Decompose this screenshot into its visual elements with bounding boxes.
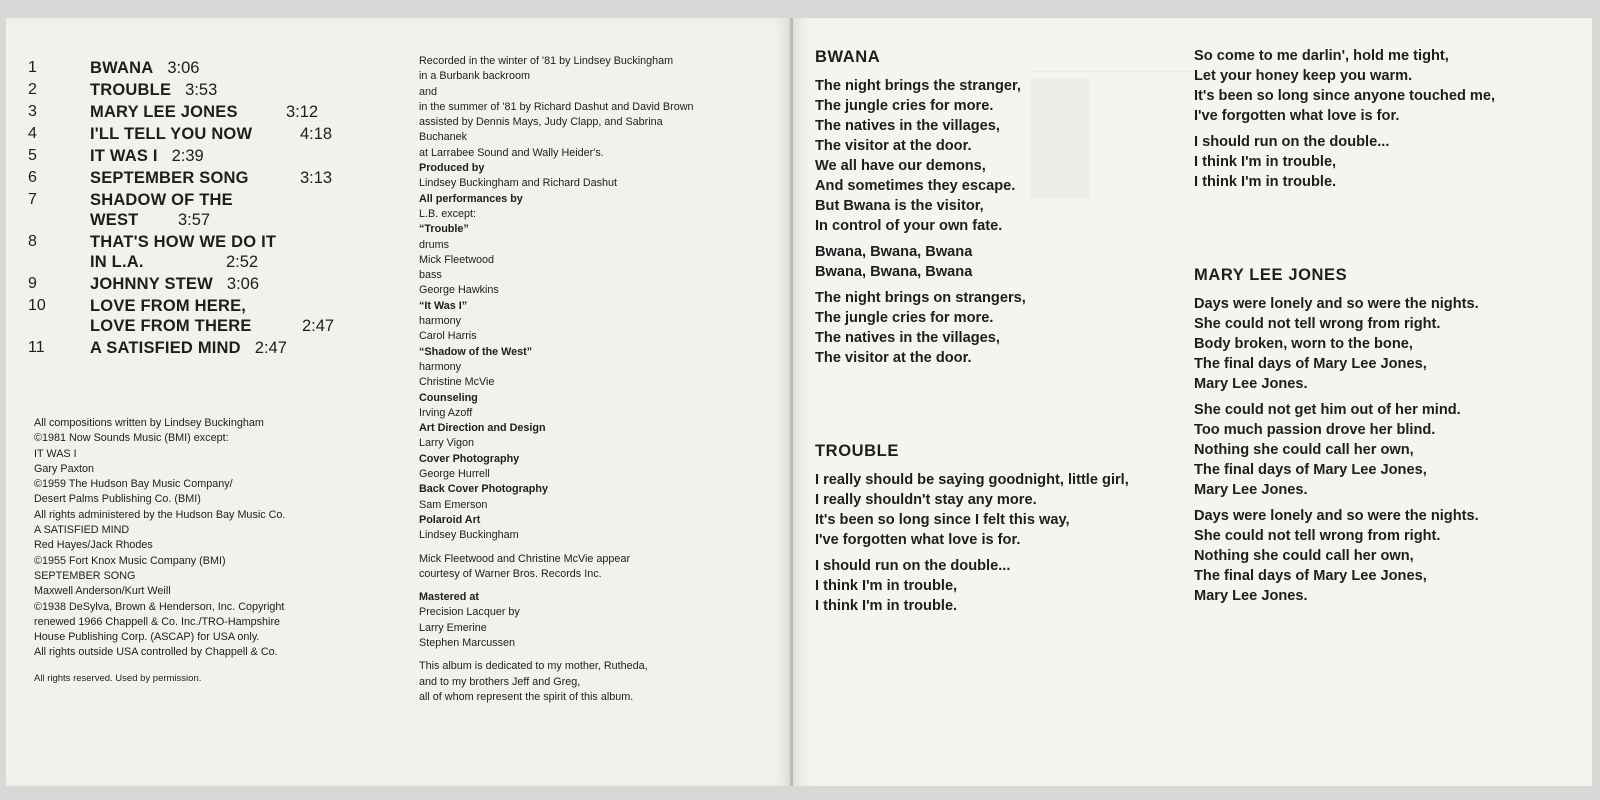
track-duration: 3:06 [226, 275, 260, 293]
track-title: MARY LEE JONES [90, 103, 238, 121]
credit-line: Christine McVie [419, 376, 495, 389]
track-duration: 2:47 [254, 339, 287, 357]
track-duration: 3:57 [178, 211, 211, 229]
lyric-line: The night brings the stranger, [815, 78, 1021, 94]
lyric-line: And sometimes they escape. [815, 178, 1016, 194]
lyric-line: The natives in the villages, [815, 330, 1000, 346]
lyric-line: The jungle cries for more. [815, 310, 994, 326]
track-number: 6 [28, 169, 37, 186]
lyric-stanza [1194, 506, 1574, 606]
copyright-line: A SATISFIED MIND [34, 524, 130, 537]
track-number: 9 [28, 275, 37, 292]
lyric-stanza [815, 470, 1175, 550]
song-title: BWANA [815, 48, 881, 66]
mastered-line: Larry Emerine [419, 621, 487, 634]
credit-line: harmony [419, 360, 462, 373]
credit-heading: All performances by [419, 192, 523, 205]
lyric-line: But Bwana is the visitor, [815, 198, 984, 214]
lyric-line: I really shouldn't stay any more. [815, 492, 1037, 508]
lyric-line: I've forgotten what love is for. [815, 532, 1021, 548]
track-row [28, 102, 358, 122]
track-number: 3 [28, 103, 37, 120]
credit-line: Lindsey Buckingham and Richard Dashut [419, 177, 618, 190]
lyric-line: Days were lonely and so were the nights. [1194, 508, 1479, 524]
track-duration: 3:12 [286, 103, 319, 121]
lyric-line: Nothing she could call her own, [1194, 548, 1414, 564]
track-row [28, 80, 358, 100]
credit-line: drums [419, 238, 449, 251]
song-title: MARY LEE JONES [1194, 266, 1348, 284]
copyright-line: All rights administered by the Hudson Bay Music Co. [34, 508, 286, 521]
copyright-block [34, 416, 394, 686]
copyright-line: ©1938 DeSylva, Brown & Henderson, Inc. Copyright [34, 600, 285, 613]
lyric-line: I really should be saying goodnight, little girl, [815, 472, 1129, 488]
spacer [419, 651, 779, 659]
lyric-line: Mary Lee Jones. [1194, 482, 1308, 498]
credit-heading: Cover Photography [419, 452, 520, 465]
track-row [28, 146, 358, 166]
copyright-line: House Publishing Corp. (ASCAP) for USA only. [34, 631, 260, 644]
lyric-line: She could not tell wrong from right. [1194, 316, 1441, 332]
track-number: 11 [28, 339, 45, 356]
mastered-line: Stephen Marcussen [419, 636, 516, 649]
credit-line: and [419, 85, 438, 98]
lyric-line: I think I'm in trouble. [1194, 174, 1337, 190]
dedication-line: all of whom represent the spirit of this album. [419, 690, 634, 703]
track-title: SEPTEMBER SONG [90, 169, 249, 187]
lyric-stanza [815, 76, 1175, 236]
rights-note: All rights reserved. Used by permission. [34, 672, 202, 684]
lyric-line: Let your honey keep you warm. [1194, 68, 1413, 84]
lyric-line: I've forgotten what love is for. [1194, 108, 1400, 124]
track-number: 7 [28, 191, 37, 208]
track-duration: 2:47 [302, 317, 335, 335]
lyric-line: We all have our demons, [815, 158, 986, 174]
track-duration: 4:18 [300, 125, 333, 143]
credits-block [419, 54, 779, 705]
lyric-stanza [1194, 132, 1574, 192]
copyright-line: ©1981 Now Sounds Music (BMI) except: [34, 432, 229, 445]
credit-line: Larry Vigon [419, 437, 475, 450]
track-title: JOHNNY STEW [90, 275, 213, 293]
credit-heading: Art Direction and Design [419, 422, 546, 435]
track-number: 8 [28, 233, 37, 250]
lyric-line: Nothing she could call her own, [1194, 442, 1414, 458]
track-number: 2 [28, 81, 37, 98]
lyric-line: The visitor at the door. [815, 138, 972, 154]
track-title: SHADOW OF THE WEST [90, 191, 233, 229]
credit-heading: Counseling [419, 391, 478, 404]
copyright-line: Red Hayes/Jack Rhodes [34, 539, 153, 552]
lyric-line: So come to me darlin', hold me tight, [1194, 48, 1449, 64]
lyric-stanza [1194, 46, 1574, 126]
track-row [28, 296, 358, 336]
lyric-line: In control of your own fate. [815, 218, 1003, 234]
credit-line: Recorded in the winter of '81 by Lindsey Buckingham [419, 55, 674, 67]
lyric-line: Bwana, Bwana, Bwana [815, 264, 973, 280]
credit-line: Lindsey Buckingham [419, 529, 519, 542]
lyric-line: The visitor at the door. [815, 350, 972, 366]
credit-line: harmony [419, 315, 462, 328]
booklet-spine [790, 18, 793, 786]
lyric-line: I think I'm in trouble, [815, 578, 958, 594]
copyright-line: Desert Palms Publishing Co. (BMI) [34, 493, 201, 506]
credit-heading: “Trouble” [419, 223, 469, 236]
track-duration: 3:06 [167, 59, 200, 77]
lyric-line: The final days of Mary Lee Jones, [1194, 356, 1427, 372]
lyric-stanza [1194, 400, 1574, 500]
lyric-stanza [815, 242, 1175, 282]
mastered-line: Precision Lacquer by [419, 606, 520, 619]
credit-line: Carol Harris [419, 330, 477, 343]
track-title: IT WAS I [90, 147, 158, 165]
lyric-stanza [1194, 294, 1574, 394]
lyric-line: It's been so long since anyone touched me, [1194, 88, 1496, 104]
lyric-line: Body broken, worn to the bone, [1194, 336, 1413, 352]
lyric-line: I think I'm in trouble, [1194, 154, 1337, 170]
credit-line: Mick Fleetwood [419, 253, 495, 266]
track-title: BWANA [90, 59, 154, 77]
credit-line: Sam Emerson [419, 498, 488, 511]
track-title: LOVE FROM HERE, LOVE FROM THERE [90, 297, 252, 335]
lyric-line: Mary Lee Jones. [1194, 588, 1308, 604]
track-row [28, 124, 358, 144]
track-duration: 3:13 [300, 169, 333, 187]
lyric-line: It's been so long since I felt this way, [815, 512, 1070, 528]
track-title: THAT'S HOW WE DO IT IN L.A. [90, 233, 277, 271]
lyric-line: I should run on the double... [1194, 134, 1390, 150]
track-duration: 2:52 [226, 253, 259, 271]
track-row [28, 190, 358, 230]
lyric-line: She could not tell wrong from right. [1194, 528, 1441, 544]
lyric-line: She could not get him out of her mind. [1194, 402, 1461, 418]
copyright-line: All compositions written by Lindsey Buckingham [34, 417, 264, 429]
copyright-line: Gary Paxton [34, 462, 95, 475]
track-row [28, 168, 358, 188]
appearance-line: courtesy of Warner Bros. Records Inc. [419, 567, 602, 580]
lyric-line: I should run on the double... [815, 558, 1011, 574]
lyrics-trouble-continued [1194, 46, 1574, 198]
credit-heading: Polaroid Art [419, 513, 481, 526]
credit-line: L.B. except: [419, 207, 477, 220]
track-number: 4 [28, 125, 37, 142]
credit-heading: Back Cover Photography [419, 483, 548, 496]
copyright-line: IT WAS I [34, 447, 77, 460]
lyric-line: I think I'm in trouble. [815, 598, 958, 614]
lyric-line: Bwana, Bwana, Bwana [815, 244, 973, 260]
lyrics-trouble [815, 440, 1175, 622]
credit-line: Irving Azoff [419, 406, 473, 419]
copyright-line: ©1955 Fort Knox Music Company (BMI) [34, 554, 226, 567]
credit-line: in a Burbank backroom [419, 70, 531, 83]
lyric-line: The final days of Mary Lee Jones, [1194, 462, 1427, 478]
dedication-line: This album is dedicated to my mother, Rutheda, [419, 660, 648, 673]
track-list [28, 58, 358, 360]
spacer [419, 544, 779, 552]
track-number: 1 [28, 59, 37, 76]
copyright-line: All rights outside USA controlled by Chappell & Co. [34, 646, 278, 659]
credit-line: at Larrabee Sound and Wally Heider's. [419, 146, 604, 159]
copyright-line: renewed 1966 Chappell & Co. Inc./TRO-Hampshire [34, 615, 281, 628]
track-number: 10 [28, 297, 46, 314]
track-duration: 2:39 [171, 147, 204, 165]
lyric-line: The natives in the villages, [815, 118, 1000, 134]
credit-line: Buchanek [419, 131, 468, 144]
track-duration: 3:53 [185, 81, 218, 99]
copyright-line: ©1959 The Hudson Bay Music Company/ [34, 478, 233, 491]
track-row [28, 58, 358, 78]
lyric-line: The final days of Mary Lee Jones, [1194, 568, 1427, 584]
lyrics-bwana [815, 46, 1175, 374]
spacer [419, 582, 779, 590]
credit-heading: “It Was I” [419, 299, 468, 312]
credit-line: assisted by Dennis Mays, Judy Clapp, and Sabrina [419, 116, 663, 129]
dedication-line: and to my brothers Jeff and Greg, [419, 675, 581, 688]
track-number: 5 [28, 147, 37, 164]
track-title: TROUBLE [90, 81, 172, 99]
credit-line: George Hawkins [419, 284, 499, 297]
credit-line: bass [419, 269, 442, 282]
copyright-line: Maxwell Anderson/Kurt Weill [34, 585, 171, 598]
song-title: TROUBLE [815, 442, 899, 460]
track-row [28, 338, 358, 358]
credit-line: in the summer of '81 by Richard Dashut and David Brown [419, 100, 694, 113]
lyric-line: The jungle cries for more. [815, 98, 994, 114]
lyric-line: Too much passion drove her blind. [1194, 422, 1436, 438]
credit-heading: Produced by [419, 162, 485, 175]
lyrics-mary-lee-jones [1194, 264, 1574, 612]
copyright-line: SEPTEMBER SONG [34, 569, 136, 582]
mastered-heading: Mastered at [419, 591, 480, 604]
credit-line: George Hurrell [419, 468, 490, 481]
lyric-line: The night brings on strangers, [815, 290, 1026, 306]
lyric-stanza [815, 288, 1175, 368]
lyric-line: Mary Lee Jones. [1194, 376, 1308, 392]
lyric-line: Days were lonely and so were the nights. [1194, 296, 1479, 312]
appearance-line: Mick Fleetwood and Christine McVie appear [419, 552, 631, 565]
track-row [28, 274, 358, 294]
track-title: A SATISFIED MIND [90, 339, 241, 357]
track-title: I'LL TELL YOU NOW [90, 125, 253, 143]
credit-heading: “Shadow of the West” [419, 345, 533, 358]
lyric-stanza [815, 556, 1175, 616]
track-row [28, 232, 358, 272]
